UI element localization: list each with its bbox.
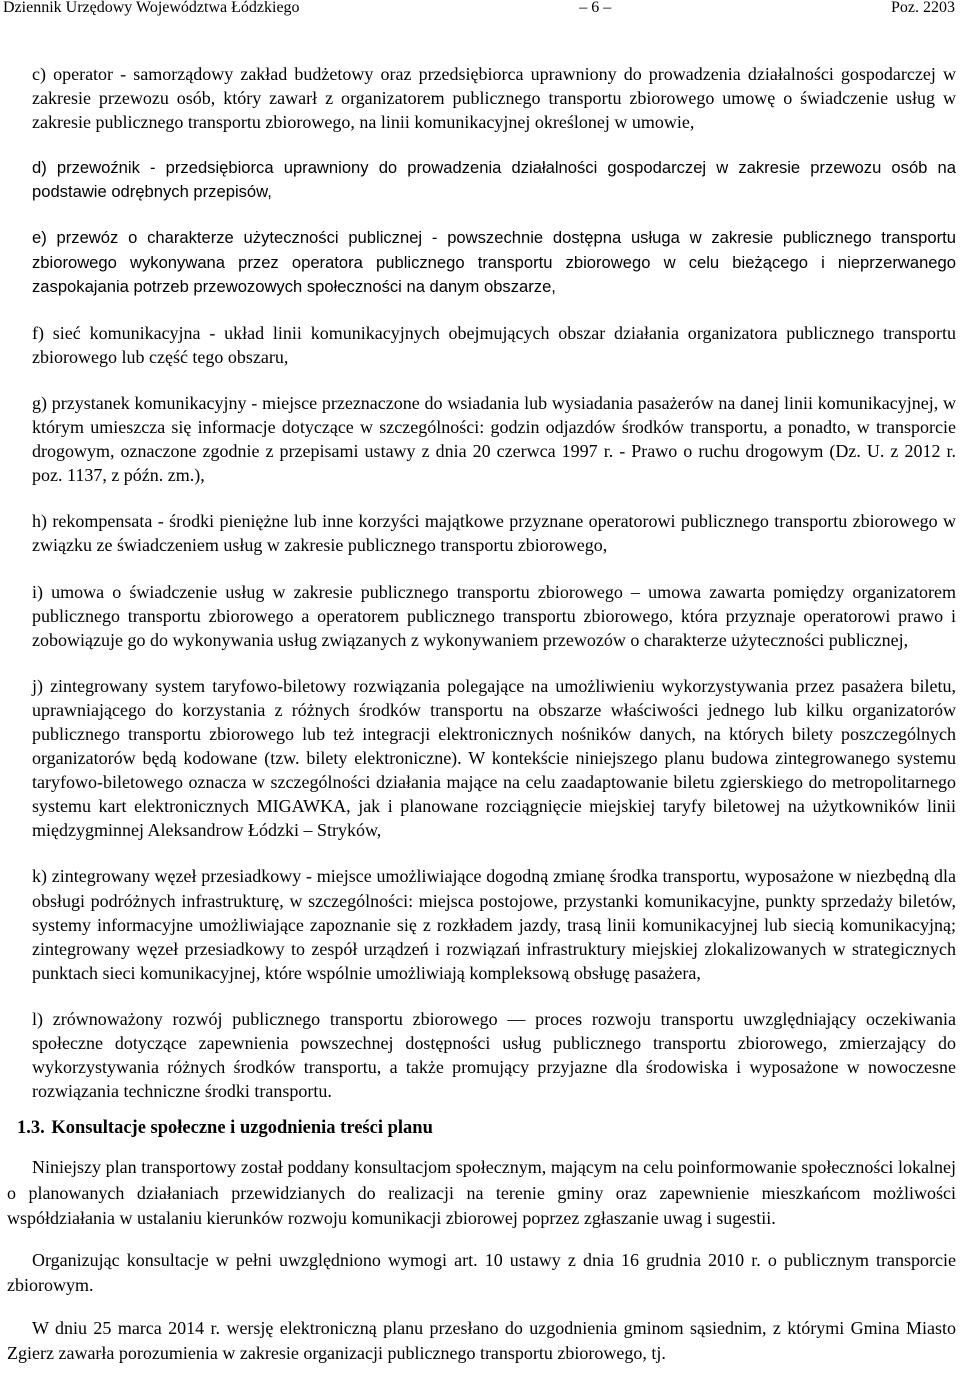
page-number: – 6 – [579, 0, 612, 16]
body-paragraph: Organizując konsultacje w pełni uwzględniono wymogi art. 10 ustawy z dnia 16 grudnia 2010 r. o publicznym transporcie zbiorowym. [7, 1250, 956, 1296]
definition-item-k [7, 864, 956, 984]
definition-text: k) zintegrowany węzeł przesiadkowy - miejsce umożliwiające dogodną zmianę środka transportu, wyposażone w niezbędną dla obsługi podróżnych infrastrukturę, w szczególności: miejsca postojowe, przystanki komunikacyjne, punkty sprzedaży biletów, systemy informacyjne umożliwiające zapoznanie się z rozkładem jazdy, trasą linii komunikacyjnej lub siecią komunikacyjną; zintegrowany węzeł przesiadkowy to zespół urządzeń i rozwiązań infrastruktury miejskiej zlokalizowanych w strategicznych punktach sieci komunikacyjnej, które wspólnie umożliwiają kompleksową obsługę pasażera, [32, 866, 956, 983]
definition-text: h) rekompensata - środki pieniężne lub inne korzyści majątkowe przyznane operatorowi publicznego transportu zbiorowego w związku ze świadczeniem usług w zakresie publicznego transportu zbiorowego, [32, 511, 956, 556]
definition-item-e [7, 226, 956, 298]
document-body [7, 62, 956, 1383]
section-heading [17, 1117, 956, 1139]
body-paragraph: W dniu 25 marca 2014 r. wersję elektroniczną planu przesłano do uzgodnienia gminom sąsiednim, z którymi Gmina Miasto Zgierz zawarła porozumienia w zakresie organizacji publicznego transportu zbiorowego, tj. [7, 1317, 956, 1364]
position-number: Poz. 2203 [890, 0, 955, 16]
definition-text: g) przystanek komunikacyjny - miejsce przeznaczone do wsiadania lub wysiadania pasażerów na danej linii komunikacyjnej, w którym umieszcza się informacje dotyczące w szczególności: godzin odjazdów środków transportu, a ponadto, w transporcie drogowym, oznaczone zgodnie z przepisami ustawy z dnia 20 czerwca 1997 r. - Prawo o ruchu drogowym (Dz. U. z 2012 r. poz. 1137, z późn. zm.), [32, 392, 956, 486]
page-header [3, 0, 955, 22]
definition-item-c [7, 62, 956, 134]
definition-text: e) przewóz o charakterze użyteczności publicznej - powszechnie dostępna usługa w zakresie publicznego transportu zbiorowego wykonywana przez operatora publicznego transportu zbiorowego w celu bieżącego i nieprzerwanego zaspokajania potrzeb przewozowych społeczności na danym obszarze, [32, 228, 956, 296]
journal-title: Dziennik Urzędowy Województwa Łódzkiego [3, 0, 300, 16]
definition-text: l) zrównoważony rozwój publicznego transportu zbiorowego — proces rozwoju transportu uwzględniający oczekiwania społeczne dotyczące zapewnienia powszechnej dostępności usług publicznego transportu zbiorowego, zmierzający do wykorzystywania różnych środków transportu, a także promujący przyjazne dla środowiska i wyposażone w nowoczesne rozwiązania techniczne środki transportu. [32, 1008, 956, 1102]
definition-item-h [7, 509, 956, 557]
definition-item-i [7, 580, 956, 652]
definition-text: f) sieć komunikacyjna - układ linii komunikacyjnych obejmujących obszar działania organizatora publicznego transportu zbiorowego lub część tego obszaru, [32, 322, 956, 367]
definition-item-j [7, 674, 956, 843]
definition-text: d) przewoźnik - przedsiębiorca uprawniony do prowadzenia działalności gospodarczej w zakresie przewozu osób na podstawie odrębnych przepisów, [32, 158, 956, 202]
body-paragraph: Niniejszy plan transportowy został poddany konsultacjom społecznym, mającym na celu poinformowanie społeczności lokalnej o planowanych działaniach przewidzianych do realizacji na terenie gminy oraz zapewnienie mieszkańcom możliwości współdziałania w ustalaniu kierunków rozwoju komunikacji zbiorowej poprzez zgłaszanie uwag i sugestii. [7, 1157, 956, 1228]
definition-item-g [7, 391, 956, 487]
definition-item-l [7, 1007, 956, 1103]
section-title: Konsultacje społeczne i uzgodnienia treści planu [51, 1118, 433, 1139]
definition-text: i) umowa o świadczenie usług w zakresie publicznego transportu zbiorowego – umowa zawarta pomiędzy organizatorem publicznego transportu zbiorowego a operatorem publicznego transportu zbiorowego, która przyznaje operatorowi prawo i zobowiązuje go do wykonywania usług związanych z wykonywaniem przewozów o charakterze użyteczności publicznej, [32, 581, 956, 650]
section-number: 1.3. [17, 1118, 45, 1139]
definition-item-d [7, 156, 956, 204]
definition-text: j) zintegrowany system taryfowo-biletowy rozwiązania polegające na umożliwieniu wykorzystywania przez pasażera biletu, uprawniającego do korzystania z różnych środków transportu na obszarze właściwości jednego lub kilku organizatorów publicznego transportu zbiorowego lub też integracji elektronicznych nośników danych, na których bilety poszczególnych organizatorów będą kodowane (tzw. bilety elektroniczne). W kontekście niniejszego planu budowa zintegrowanego systemu taryfowo-biletowego oznacza w szczególności działania mające na celu zaadaptowanie biletu zgierskiego do metropolitarnego systemu kart elektronicznych MIGAWKA, jak i planowane rozciągnięcie miejskiej taryfy biletowej na użytkowników linii międzygminnej Aleksandrow Łódzki – Stryków, [32, 675, 956, 841]
definition-item-f [7, 321, 956, 369]
definition-text: c) operator - samorządowy zakład budżetowy oraz przedsiębiorca uprawniony do prowadzenia działalności gospodarczej w zakresie przewozu osób, który zawarł z organizatorem publicznego transportu zbiorowego umowę o świadczenie usług w zakresie publicznego transportu zbiorowego, na linii komunikacyjnej określonej w umowie, [32, 64, 956, 133]
